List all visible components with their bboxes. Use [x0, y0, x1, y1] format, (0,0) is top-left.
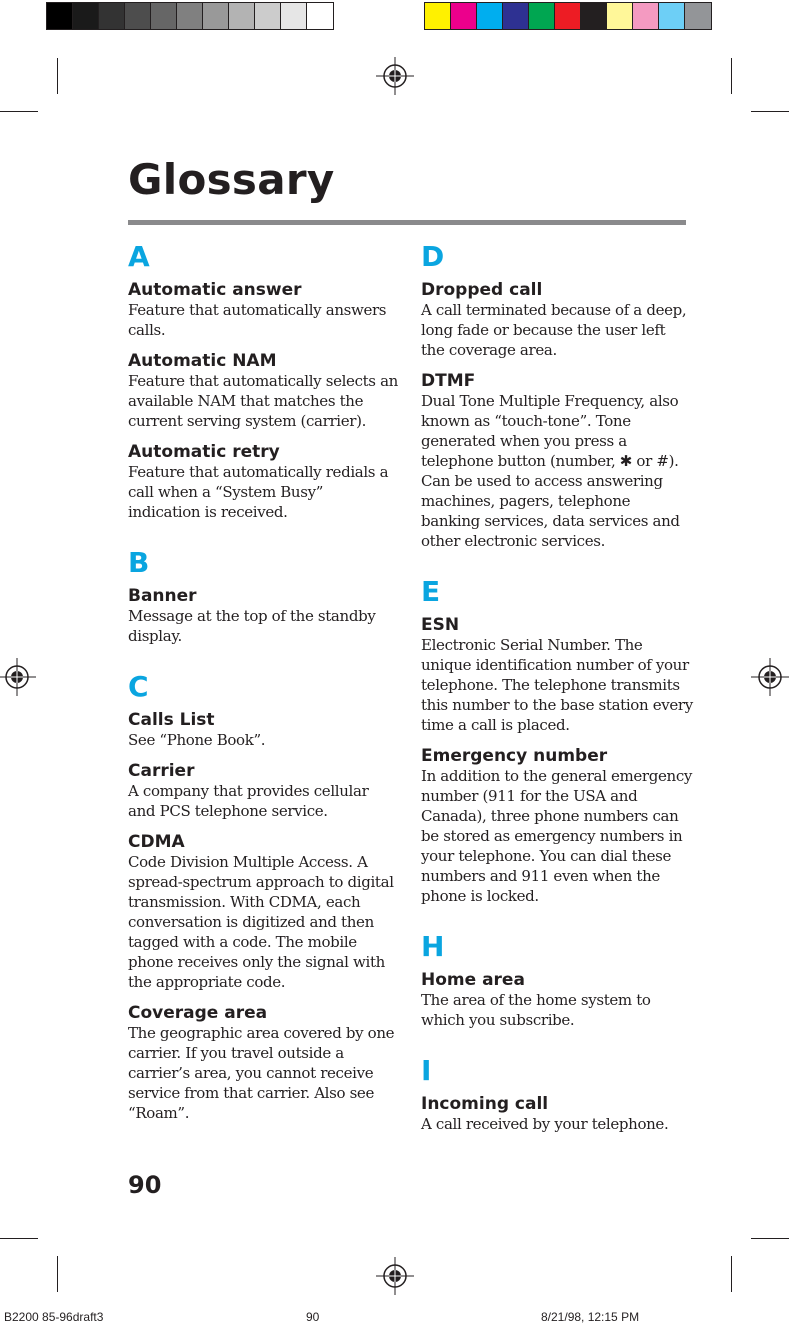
glossary-entry — [421, 615, 693, 735]
glossary-term: Carrier — [128, 761, 195, 781]
color-swatch — [451, 3, 477, 29]
glossary-term: Automatic NAM — [128, 351, 277, 371]
crop-mark-bottom-right-horizontal — [751, 1238, 789, 1239]
grayscale-color-bar — [46, 2, 334, 30]
glossary-definition: In addition to the general emergency number (911 for the USA and Canada), three phone numbers can be stored as emergency numbers in your telephone. You can dial these numbers and 911 even when the phone is locked. — [421, 767, 693, 905]
glossary-definition: A call received by your telephone. — [421, 1115, 669, 1133]
color-swatch — [555, 3, 581, 29]
glossary-entry — [128, 832, 398, 992]
glossary-term: Coverage area — [128, 1003, 268, 1023]
color-swatch — [47, 3, 73, 29]
section-letter: B — [128, 546, 150, 579]
glossary-term: Calls List — [128, 710, 215, 730]
color-swatch — [177, 3, 203, 29]
color-swatch — [307, 3, 333, 29]
title-rule — [128, 220, 686, 225]
color-swatch — [685, 3, 711, 29]
glossary-entry — [421, 280, 693, 360]
glossary-definition: Feature that automatically redials a call when a “System Busy” indication is received. — [128, 463, 389, 521]
slug-page-number: 90 — [306, 1310, 320, 1324]
glossary-entry — [128, 586, 398, 646]
glossary-section-d — [421, 242, 693, 551]
section-letter: C — [128, 670, 149, 703]
glossary-entry — [128, 351, 398, 431]
section-letter: E — [421, 575, 441, 608]
crop-mark-top-left-horizontal — [0, 111, 38, 112]
glossary-definition: Dual Tone Multiple Frequency, also known as “touch-tone”. Tone generated when you press a telephone button (number, ✱ or #). Can be used to access answering machines, pagers, telephone banking services, data services and other electronic services. — [421, 392, 680, 550]
glossary-definition: Code Division Multiple Access. A spread-spectrum approach to digital transmission. With CDMA, each conversation is digitized and then tagged with a code. The mobile phone receives only the signal with the appropriate code. — [128, 853, 394, 991]
crop-mark-top-right-horizontal — [751, 111, 789, 112]
glossary-entry — [421, 970, 693, 1030]
glossary-entry — [128, 710, 398, 750]
slug-file-name: B2200 85-96draft3 — [4, 1310, 104, 1324]
glossary-term: Home area — [421, 970, 525, 990]
glossary-term: Automatic retry — [128, 442, 280, 462]
color-swatch — [99, 3, 125, 29]
glossary-entry — [128, 761, 398, 821]
color-swatch — [125, 3, 151, 29]
glossary-definition: The area of the home system to which you subscribe. — [421, 991, 651, 1029]
color-swatch — [581, 3, 607, 29]
glossary-definition: The geographic area covered by one carrier. If you travel outside a carrier’s area, you cannot receive service from that carrier. Also see “Roam”. — [128, 1024, 395, 1122]
glossary-term: Incoming call — [421, 1094, 549, 1114]
glossary-definition: A company that provides cellular and PCS telephone service. — [128, 782, 369, 820]
glossary-entry — [128, 280, 398, 340]
slug-timestamp: 8/21/98, 12:15 PM — [541, 1310, 640, 1324]
page-number: 90 — [128, 1171, 162, 1199]
color-swatch — [659, 3, 685, 29]
glossary-section-c — [128, 672, 398, 1123]
color-swatch — [503, 3, 529, 29]
color-swatch — [255, 3, 281, 29]
section-letter: H — [421, 930, 445, 963]
glossary-entry — [421, 1094, 693, 1134]
registration-mark-icon — [0, 658, 36, 696]
color-swatch — [425, 3, 451, 29]
color-swatch — [607, 3, 633, 29]
glossary-section-i — [421, 1056, 693, 1134]
glossary-entry — [421, 371, 693, 551]
glossary-entry — [128, 442, 398, 522]
glossary-definition: Electronic Serial Number. The unique identification number of your telephone. The telephone transmits this number to the base station every time a call is placed. — [421, 636, 693, 734]
color-swatch — [229, 3, 255, 29]
glossary-entry — [421, 746, 693, 906]
crop-mark-bottom-left-vertical — [57, 1256, 58, 1292]
glossary-term: DTMF — [421, 371, 476, 391]
process-color-bar — [424, 2, 712, 30]
glossary-term: ESN — [421, 615, 460, 635]
glossary-section-a — [128, 242, 398, 522]
glossary-term: CDMA — [128, 832, 185, 852]
glossary-left-column — [128, 242, 398, 1149]
glossary-definition: Message at the top of the standby display. — [128, 607, 376, 645]
page-title: Glossary — [128, 155, 335, 204]
color-swatch — [633, 3, 659, 29]
glossary-term: Emergency number — [421, 746, 608, 766]
crop-mark-top-left-vertical — [57, 58, 58, 94]
crop-mark-top-right-vertical — [731, 58, 732, 94]
color-swatch — [281, 3, 307, 29]
glossary-definition: Feature that automatically selects an available NAM that matches the current serving system (carrier). — [128, 372, 398, 430]
glossary-definition: See “Phone Book”. — [128, 731, 266, 749]
crop-mark-bottom-right-vertical — [731, 1256, 732, 1292]
glossary-definition: A call terminated because of a deep, long fade or because the user left the coverage area. — [421, 301, 687, 359]
section-letter: I — [421, 1054, 432, 1087]
glossary-section-e — [421, 577, 693, 906]
color-swatch — [529, 3, 555, 29]
glossary-section-h — [421, 932, 693, 1030]
registration-mark-icon — [751, 658, 789, 696]
color-swatch — [151, 3, 177, 29]
registration-mark-icon — [376, 57, 414, 95]
glossary-section-b — [128, 548, 398, 646]
glossary-entry — [128, 1003, 398, 1123]
glossary-definition: Feature that automatically answers calls. — [128, 301, 387, 339]
color-swatch — [73, 3, 99, 29]
section-letter: D — [421, 240, 445, 273]
glossary-right-column — [421, 242, 693, 1160]
color-swatch — [203, 3, 229, 29]
section-letter: A — [128, 240, 150, 273]
crop-mark-bottom-left-horizontal — [0, 1238, 38, 1239]
glossary-term: Banner — [128, 586, 197, 606]
registration-mark-icon — [376, 1257, 414, 1295]
color-swatch — [477, 3, 503, 29]
glossary-term: Dropped call — [421, 280, 543, 300]
glossary-term: Automatic answer — [128, 280, 302, 300]
